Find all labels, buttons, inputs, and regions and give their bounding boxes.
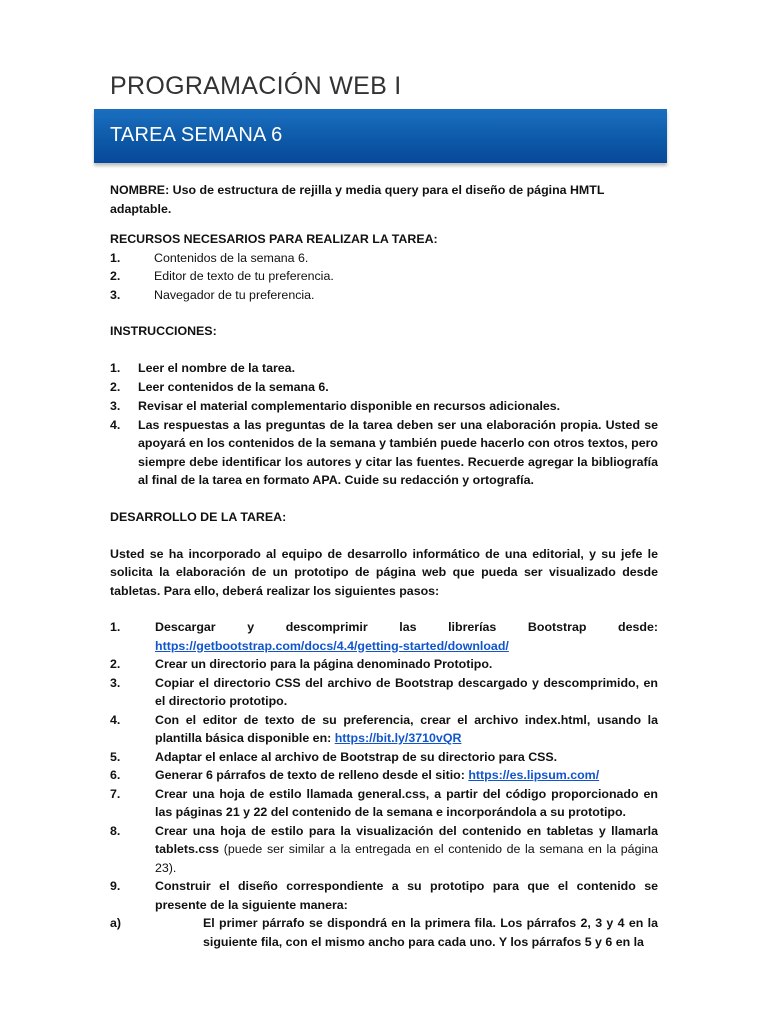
list-item: 2. Leer contenidos de la semana 6. (110, 379, 329, 394)
steps-list (110, 618, 658, 914)
list-item: a) El primer párrafo se dispondrá en la primera fila. Los párrafos 2, 3 y 4 en la siguiente fila, con el mismo ancho para cada uno. Y los párrafos 5 y 6 en la (110, 916, 658, 949)
list-item: 6. Generar 6 párrafos de texto de relleno desde el sitio: https://es.lipsum.com/ (110, 768, 600, 782)
recursos-heading: RECURSOS NECESARIOS PARA REALIZAR LA TAREA: (110, 232, 438, 246)
list-item: 2. Editor de texto de tu preferencia. (110, 269, 334, 283)
nombre-text: Uso de estructura de rejilla y media query para el diseño de página HMTL adaptable. (110, 183, 605, 216)
list-item: 2. Crear un directorio para la página denominado Prototipo. (110, 657, 493, 671)
list-item: 1. Contenidos de la semana 6. (110, 250, 309, 265)
list-item: 3. Copiar el directorio CSS del archivo de Bootstrap descargado y descomprimido, en el directorio prototipo. (110, 675, 658, 708)
list-item: 8. Crear una hoja de estilo para la visualización del contenido en tabletas y llamarla tablets.css (puede ser similar a la entregada en el contenido de la semana en la página 23). (110, 823, 658, 875)
list-item: 4. Con el editor de texto de su preferencia, crear el archivo index.html, usando la plantilla básica disponible en: https://bit.ly/3710vQR (110, 712, 658, 745)
bootstrap-download-link[interactable]: https://getbootstrap.com/docs/4.4/getting-started/download/ (155, 638, 509, 653)
nombre-label: NOMBRE: (110, 183, 170, 197)
banner-title: TAREA SEMANA 6 (110, 124, 283, 146)
instrucciones-list (110, 359, 658, 490)
nombre-line (110, 181, 658, 218)
instrucciones-heading: INSTRUCCIONES: (110, 324, 217, 338)
assignment-banner (94, 109, 667, 163)
lipsum-link[interactable]: https://es.lipsum.com/ (468, 768, 600, 782)
list-item: 5. Adaptar el enlace al archivo de Bootstrap de su directorio para CSS. (110, 749, 558, 764)
list-item: 1. Descargar y descomprimir las librerías Bootstrap desde: https://getbootstrap.com/docs/4.4/getting-started/download/ (110, 620, 658, 653)
template-link[interactable]: https://bit.ly/3710vQR (334, 731, 462, 745)
document-body (110, 181, 658, 951)
sub-list (110, 914, 658, 951)
list-item: 7. Crear una hoja de estilo llamada general.css, a partir del código proporcionado en las páginas 21 y 22 del contenido de la semana e incorporándola a su prototipo. (110, 786, 658, 819)
list-item: 4. Las respuestas a las preguntas de la tarea deben ser una elaboración propia. Usted se apoyará en los contenidos de la semana y también puede hacerlo con otros textos, pero siempre debe identificar los autores y citar las fuentes. Recuerde agregar la bibliografía al final de la tarea en formato APA. Cuide su redacción y ortografía. (110, 417, 658, 487)
list-item: 3. Navegador de tu preferencia. (110, 287, 315, 302)
desarrollo-heading: DESARROLLO DE LA TAREA: (110, 510, 287, 524)
course-title: PROGRAMACIÓN WEB I (110, 72, 402, 100)
list-item: 9. Construir el diseño correspondiente a su prototipo para que el contenido se presente de la siguiente manera: (110, 879, 658, 912)
list-item: 1. Leer el nombre de la tarea. (110, 360, 296, 375)
desarrollo-intro: Usted se ha incorporado al equipo de desarrollo informático de una editorial, y su jefe le solicita la elaboración de un prototipo de página web que pueda ser visualizado desde tabletas. Para ello, deberá realizar los siguientes pasos: (110, 546, 658, 598)
recursos-list (110, 249, 658, 305)
list-item: 3. Revisar el material complementario disponible en recursos adicionales. (110, 398, 561, 413)
